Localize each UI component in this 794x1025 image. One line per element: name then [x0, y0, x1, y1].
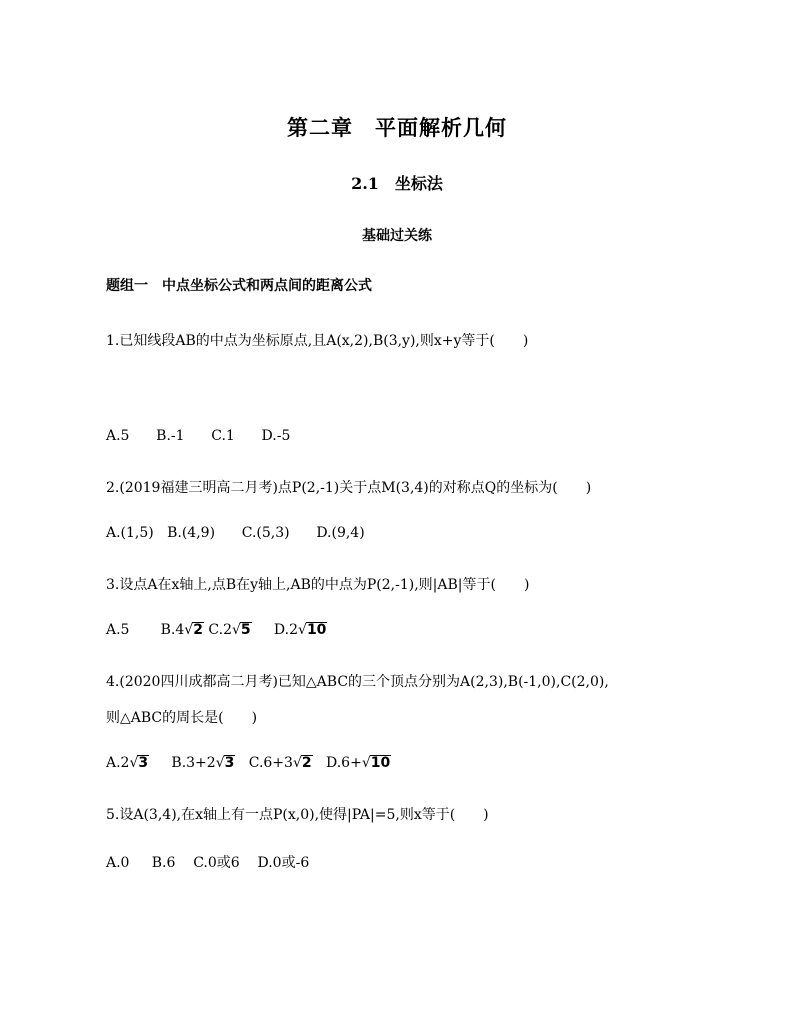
sqrt-symbol: √10: [361, 755, 391, 771]
sqrt-symbol: √2: [292, 755, 312, 771]
question-4-stem-line-1: 4.(2020四川成都高二月考)已知△ABC的三个顶点分别为A(2,3),B(-1,0),C(2,0),: [106, 674, 609, 690]
option-b: B.4√2: [160, 622, 203, 638]
question-3-stem: 3.设点A在x轴上,点B在y轴上,AB的中点为P(2,-1),则|AB|等于( ): [106, 577, 530, 593]
question-4-stem-line-2: 则△ABC的周长是( ): [106, 710, 258, 726]
option-d: D.(9,4): [316, 525, 365, 541]
option-a: A.5: [106, 622, 130, 638]
sqrt-symbol: √5: [231, 622, 251, 638]
option-d: D.2√10: [273, 622, 327, 638]
option-c: C.(5,3): [241, 525, 290, 541]
question-1-options: [106, 428, 290, 444]
question-5-stem: 5.设A(3,4),在x轴上有一点P(x,0),使得|PA|=5,则x等于( ): [106, 807, 489, 823]
option-d: D.6+√10: [325, 755, 391, 771]
option-a: A.0: [106, 855, 130, 871]
chapter-title: 第二章 平面解析几何: [287, 115, 507, 140]
question-4-options: [106, 755, 391, 771]
option-b: B.3+2√3: [171, 755, 235, 771]
option-c: C.1: [211, 428, 235, 444]
sqrt-symbol: √3: [215, 755, 235, 771]
option-b: B.6: [151, 855, 176, 871]
question-1-stem: 1.已知线段AB的中点为坐标原点,且A(x,2),B(3,y),则x+y等于( ): [106, 333, 529, 349]
question-5-options: [106, 852, 309, 872]
question-3-options: [106, 622, 327, 638]
sqrt-symbol: √3: [129, 755, 149, 771]
option-a: A.5: [106, 428, 130, 444]
option-c: C.6+3√2: [248, 755, 312, 771]
option-c: C.0或6: [193, 855, 240, 871]
question-group-title: 题组一 中点坐标公式和两点间的距离公式: [106, 278, 372, 294]
question-2-options: [106, 525, 365, 541]
sqrt-symbol: √10: [298, 622, 327, 638]
option-a: A.(1,5): [106, 525, 154, 541]
subsection-title: 基础过关练: [362, 228, 432, 244]
option-a: A.2√3: [106, 755, 149, 771]
option-d: D.-5: [261, 428, 291, 444]
option-c: C.2√5: [208, 622, 251, 638]
section-title: 2.1 坐标法: [351, 174, 443, 193]
sqrt-symbol: √2: [184, 622, 203, 638]
question-2-stem: 2.(2019福建三明高二月考)点P(2,-1)关于点M(3,4)的对称点Q的坐标为( ): [106, 480, 592, 496]
option-d: D.0或-6: [257, 855, 310, 871]
option-b: B.-1: [156, 428, 185, 444]
option-b: B.(4,9): [167, 525, 216, 541]
